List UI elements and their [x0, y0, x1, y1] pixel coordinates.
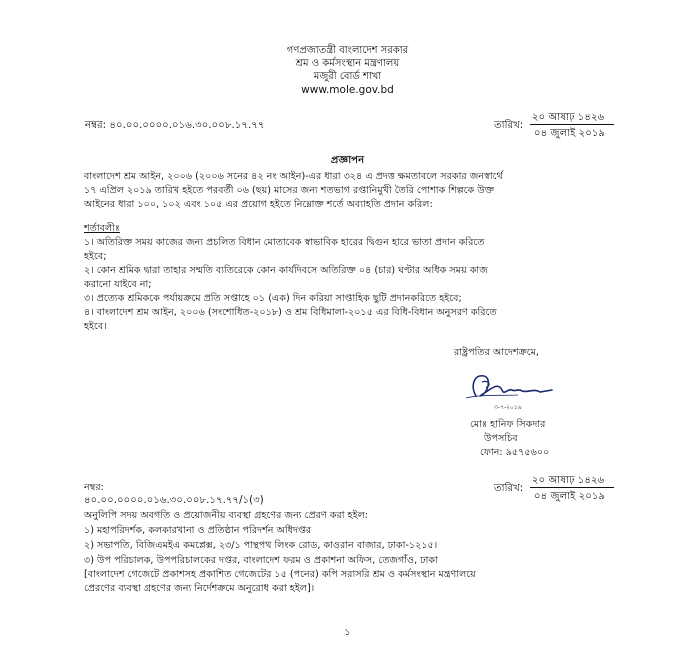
- officer-phone: ফোন: ৯৫৭৫৬০০: [480, 447, 550, 458]
- condition-line-2: হইবে;: [84, 251, 107, 262]
- date-english: ০৪ জুলাই ২০১৯: [534, 128, 606, 139]
- copy-recipient-1: ১) মহাপরিদর্শক, কলকারখানা ও প্রতিষ্ঠান পরিদর্শন অধিদপ্তর: [84, 525, 312, 536]
- officer-designation: উপসচিব: [484, 433, 518, 444]
- presidential-order: রাষ্ট্রপতির আদেশক্রমে,: [454, 347, 539, 358]
- condition-line-4: করানো যাইবে না;: [84, 279, 152, 290]
- date-label: তারিখ:: [494, 120, 524, 131]
- copy-intro: অনুলিপি সদয় অবগতি ও প্রয়োজনীয় ব্যবস্থা গ্রহণের জন্য প্রেরণ করা হইল:: [84, 510, 368, 521]
- condition-line-3: ২। কোন শ্রমিক দ্বারা তাহার সম্মতি ব্যতিরেকে কোন কার্যদিবসে অতিরিক্ত ০৪ (চার) ঘণ্টার অধিক সময় কাজ: [84, 265, 488, 276]
- memo2-date-divider: [530, 487, 614, 488]
- header-govt: গণপ্রজাতন্ত্রী বাংলাদেশ সরকার: [286, 45, 409, 56]
- gazette-note-line-2: প্রেরণের ব্যবস্থা গ্রহণের জন্য নির্দেশক্রমে অনুরোধ করা হইল]।: [84, 583, 315, 594]
- memo2-date-label: তারিখ:: [494, 483, 524, 494]
- memo2-date-bangla: ২০ আষাঢ় ১৪২৬: [532, 475, 605, 486]
- header-ministry: শ্রম ও কর্মসংস্থান মন্ত্রণালয়: [295, 58, 400, 69]
- memo-number: নম্বর: ৪০.০০.০০০০.০১৬.৩০.০০৮.১৭.৭৭: [85, 120, 265, 131]
- copy-recipient-3: ৩) উপ পরিচালক, উপপরিচালকের দপ্তর, বাংলাদেশ ফরম ও প্রকাশনা অফিস, তেজগাঁও, ঢাকা: [84, 555, 438, 566]
- signature-date: ৩-৭-২০১৯: [494, 404, 522, 411]
- notice-line-1: বাংলাদেশ শ্রম আইন, ২০০৬ (২০০৬ সনের ৪২ নং আইন)-এর ধারা ৩২৪ এ প্রদত্ত ক্ষমতাবলে সরকার জনস্বার্থে: [84, 171, 503, 182]
- condition-line-5: ৩। প্রত্যেক শ্রমিককে পর্যায়ক্রমে প্রতি সপ্তাহে ০১ (এক) দিন করিয়া সাপ্তাহিক ছুটি প্রদানকরিতে হইবে;: [84, 293, 462, 304]
- gazette-note-line-1: [বাংলাদেশ গেজেটে প্রকাশসহ প্রকাশিত গেজেটের ১৫ (পনের) কপি সরাসরি শ্রম ও কর্মসংস্থান মন্ত্রণালয়ে: [84, 569, 476, 580]
- memo2-number: ৪০.০০.০০০০.০১৬.৩০.০০৮.১৭.৭৭/১(৩): [84, 495, 264, 506]
- memo2-date-english: ০৪ জুলাই ২০১৯: [534, 491, 606, 502]
- copy-recipient-2: ২) সভাপতি, বিজিএমইএ কমপ্লেক্স, ২৩/১ পান্থপথ লিংক রোড, কাওরান বাজার, ঢাকা-১২১৫।: [84, 540, 438, 551]
- notice-line-3: আইনের ধারা ১০০, ১০২ এবং ১০৫ এর প্রয়োগ হইতে নিম্নোক্ত শর্তে অব্যাহতি প্রদান করিল:: [84, 199, 433, 210]
- conditions-heading: শর্তাবলীঃ: [84, 223, 121, 234]
- condition-line-1: ১। অতিরিক্ত সময় কাজের জন্য প্রচলিত বিধান মোতাবেক স্বাভাবিক হারের দ্বিগুন হারে ভাতা প্রদান করিতে: [84, 237, 485, 248]
- date-divider: [530, 124, 614, 125]
- header-branch: মজুরী বোর্ড শাখা: [313, 71, 382, 82]
- handwritten-signature: [462, 368, 557, 406]
- date-bangla: ২০ আষাঢ় ১৪২৬: [532, 112, 605, 123]
- memo2-number-label: নম্বর:: [84, 482, 104, 493]
- notice-title: প্রজ্ঞাপন: [330, 155, 365, 166]
- page-number: ১: [344, 627, 351, 638]
- condition-line-7: হইবে।: [84, 321, 107, 332]
- officer-name: মোঃ হানিফ সিকদার: [470, 419, 546, 430]
- header-website: www.mole.gov.bd: [301, 84, 394, 96]
- notice-line-2: ১৭ এপ্রিল ২০১৯ তারিখ হইতে পরবর্তী ০৬ (ছয়) মাসের জন্য শতভাগ রপ্তানিমুখী তৈরি পোশাক শিল্পকে উক্ত: [84, 185, 495, 196]
- condition-line-6: ৪। বাংলাদেশ শ্রম আইন, ২০০৬ (সংশোধিত-২০১৮) ও শ্রম বিধিমালা-২০১৫ এর বিধি-বিধান অনুসরণ করিতে: [84, 307, 497, 318]
